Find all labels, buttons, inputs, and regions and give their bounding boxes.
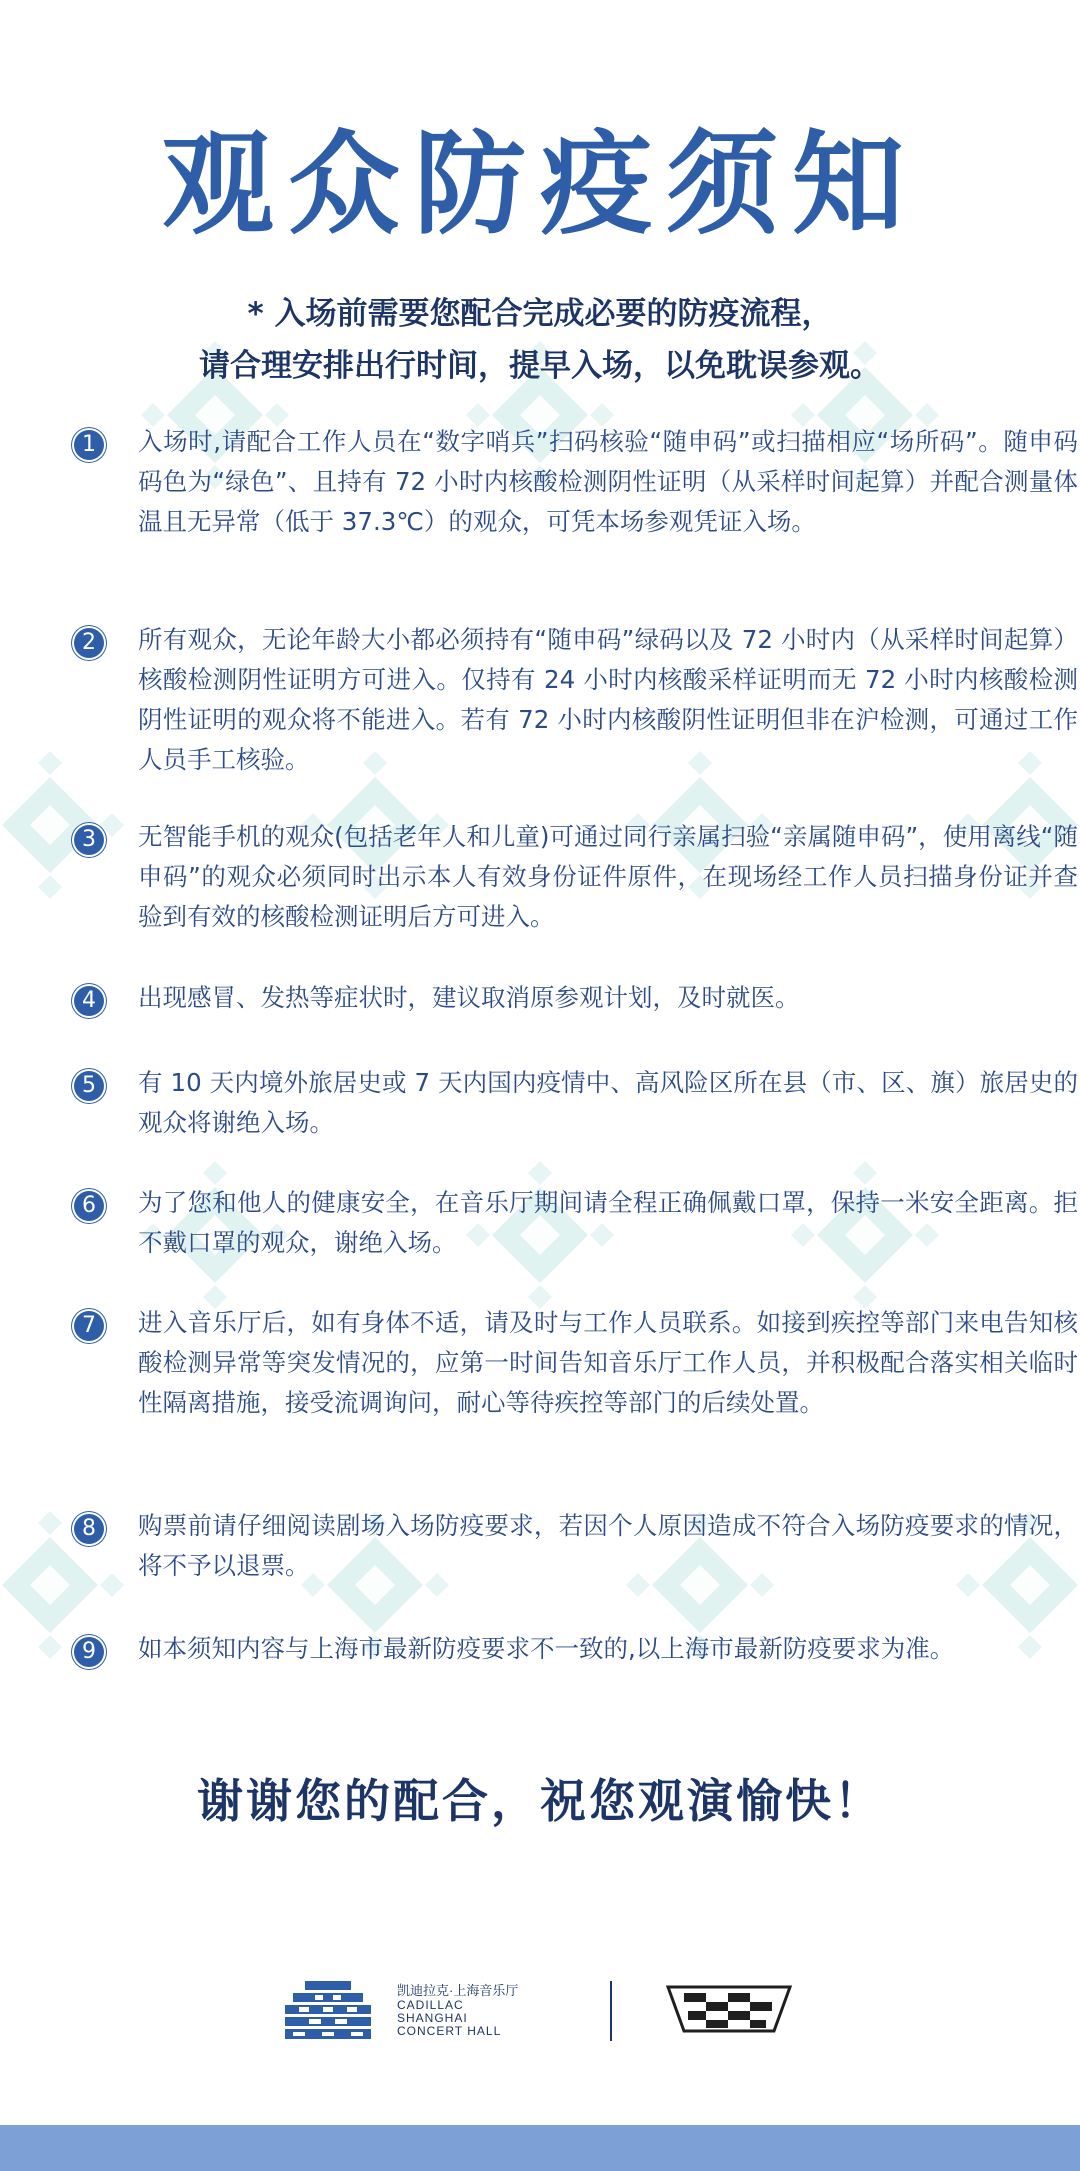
rule-text: 无智能手机的观众(包括老年人和儿童)可通过同行亲属扫验“亲属随申码”，使用离线“随申码”的观众必须同时出示本人有效身份证件原件，在现场经工作人员扫描身份证并查验到有效的核酸检测证明后方可进入。 (138, 822, 1078, 931)
rule-text: 所有观众，无论年龄大小都必须持有“随申码”绿码以及 72 小时内（从采样时间起算）核酸检测阴性证明方可进入。仅持有 24 小时内核酸采样证明而无 72 小时内核酸检测阴性证明的观众将不能进入。若有 72 小时内核酸阴性证明但非在沪检测，可通过工作人员手工核验。 (138, 625, 1078, 774)
rule-number-badge: 6 (72, 1189, 106, 1223)
intro-notice (0, 288, 1080, 392)
venue-name (397, 1983, 597, 2038)
bottom-accent-bar (0, 2125, 1080, 2171)
rule-text: 入场时,请配合工作人员在“数字哨兵”扫码核验“随申码”或扫描相应“场所码”。随申码码色为“绿色”、且持有 72 小时内核酸检测阴性证明（从采样时间起算）并配合测量体温且无异常（低于 37.3℃）的观众，可凭本场参观凭证入场。 (138, 427, 1078, 536)
rule-number-badge: 7 (72, 1309, 106, 1343)
rule-number-badge: 9 (72, 1635, 106, 1669)
rule-text: 如本须知内容与上海市最新防疫要求不一致的,以上海市最新防疫要求为准。 (138, 1634, 955, 1663)
rule-number-badge: 3 (72, 823, 106, 857)
rule-number-badge: 4 (72, 984, 106, 1018)
intro-line-1: * 入场前需要您配合完成必要的防疫流程， (247, 296, 833, 332)
rule-text: 进入音乐厅后，如有身体不适，请及时与工作人员联系。如接到疾控等部门来电告知核酸检测异常等突发情况的，应第一时间告知音乐厅工作人员，并积极配合落实相关临时性隔离措施，接受流调询问，耐心等待疾控等部门的后续处置。 (138, 1308, 1078, 1417)
venue-name-en-2: SHANGHAI (397, 2011, 468, 2025)
rule-text: 有 10 天内境外旅居史或 7 天内国内疫情中、高风险区所在县（市、区、旗）旅居史的观众将谢绝入场。 (138, 1068, 1078, 1137)
cadillac-crest-icon (666, 1983, 792, 2035)
rule-text: 出现感冒、发热等症状时，建议取消原参观计划，及时就医。 (138, 983, 800, 1012)
page-title: 观众防疫须知 (162, 120, 918, 250)
venue-name-cn: 凯迪拉克·上海音乐厅 (397, 1983, 519, 1998)
rule-number-badge: 8 (72, 1512, 106, 1546)
logo-divider (610, 1981, 612, 2041)
pattern-motif (0, 751, 124, 899)
rule-text: 为了您和他人的健康安全，在音乐厅期间请全程正确佩戴口罩，保持一米安全距离。拒不戴口罩的观众，谢绝入场。 (138, 1188, 1078, 1257)
intro-line-2: 请合理安排出行时间，提早入场，以免耽误参观。 (199, 348, 881, 384)
closing-message: 谢谢您的配合，祝您观演愉快！ (197, 1774, 883, 1828)
footer-logos (0, 1975, 1080, 2055)
venue-name-en-3: CONCERT HALL (397, 2024, 502, 2038)
rule-number-badge: 2 (72, 626, 106, 660)
rule-number-badge: 5 (72, 1069, 106, 1103)
venue-name-en-1: CADILLAC (397, 1998, 464, 2012)
venue-logo-icon (285, 1981, 371, 2039)
rule-text: 购票前请仔细阅读剧场入场防疫要求，若因个人原因造成不符合入场防疫要求的情况，将不予以退票。 (138, 1511, 1078, 1580)
rule-number-badge: 1 (72, 428, 106, 462)
